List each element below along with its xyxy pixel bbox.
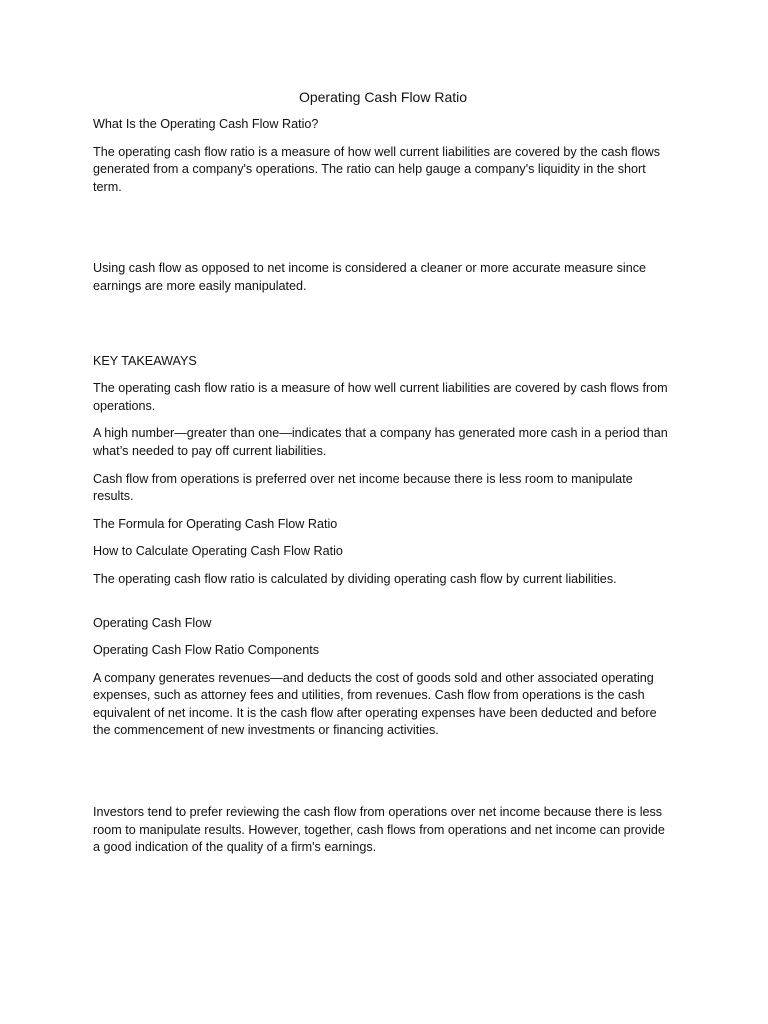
document-title: Operating Cash Flow Ratio	[298, 89, 468, 105]
spacer	[93, 599, 673, 615]
section-question: What Is the Operating Cash Flow Ratio?	[93, 117, 319, 131]
key-takeaways-heading: KEY TAKEAWAYS	[93, 353, 197, 368]
calculate-heading: How to Calculate Operating Cash Flow Ratio	[93, 544, 343, 559]
spacer	[93, 306, 673, 353]
takeaway-3: Cash flow from operations is preferred over net income because there is less room to manipulate results.	[93, 471, 633, 504]
takeaway-2: A high number—greater than one—indicates that a company has generated more cash in a period than what’s needed to pay off current liabilities.	[93, 426, 668, 458]
investors-paragraph: Investors tend to prefer reviewing the cash flow from operations over net income because there is less room to manipulate results. However, together, cash flows from operations and net income can provide a good indication of the quality of a firm's earnings.	[93, 805, 665, 855]
document-body	[93, 88, 673, 867]
cash-flow-vs-net-income-paragraph: Using cash flow as opposed to net income is considered a cleaner or more accurate measure since earnings are more easily manipulated.	[93, 261, 647, 293]
operating-cash-flow-label: Operating Cash Flow	[93, 615, 212, 630]
components-paragraph: A company generates revenues—and deducts the cost of goods sold and other associated operating expenses, such as attorney fees and utilities, from revenues. Cash flow from operations is the cash equivalent of net income. It is the cash flow after operating expenses have been deducted and before the commencement of new investments or financing activities.	[93, 670, 657, 738]
definition-paragraph: The operating cash flow ratio is a measure of how well current liabilities are covered by the cash flows generated from a company's operations. The ratio can help gauge a company's liquidity in the short term.	[93, 144, 660, 194]
spacer	[93, 206, 673, 260]
components-heading: Operating Cash Flow Ratio Components	[93, 643, 320, 658]
calculation-paragraph: The operating cash flow ratio is calculated by dividing operating cash flow by current liabilities.	[93, 571, 617, 586]
spacer	[93, 750, 673, 804]
formula-heading: The Formula for Operating Cash Flow Ratio	[93, 516, 338, 531]
takeaway-1: The operating cash flow ratio is a measure of how well current liabilities are covered by cash flows from operations.	[93, 381, 668, 413]
